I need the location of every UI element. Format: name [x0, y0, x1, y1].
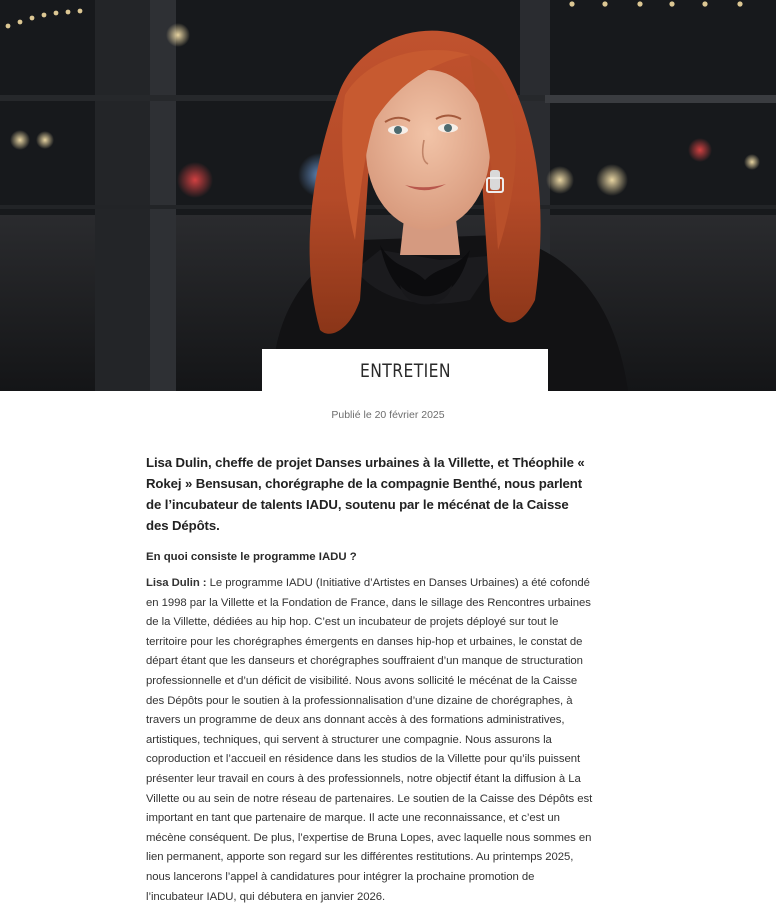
- answer-text: Le programme IADU (Initiative d’Artistes en Danses Urbaines) a été cofondé en 1998 par la Villette et la Fondation de France, dans le sillage des Rencontres urbaines de la Villette, dédiées au hip hop. C’est un incubateur de projets déployé sur tout le territoire pour les chorégraphes émergents en danses hip-hop et urbaines, le constat de départ étant que les danseurs et chorégraphes souffraient d’un manque de structuration professionnelle et d’un déficit de visibilité. Nous avons sollicité le mécénat de la Caisse des Dépôts pour le soutien à la professionnalisation d’une dizaine de chorégraphes, à travers un programme de deux ans donnant accès à des formations administratives, artistiques, techniques, qui servent à structurer une compagnie. Nous assurons la coproduction et l’accueil en résidence dans les studios de la Villette pour qu’ils puissent présenter leur travail en cours à des professionnels, notre objectif étant la diffusion à La Villette ou au sein de notre réseau de partenaires. Le soutien de la Caisse des Dépôts est important en tant que partenaire de marque. Il acte une reconnaissance, et c’est un mécène conséquent. De plus, l’expertise de Bruna Lopes, avec laquelle nous sommes en lien permanent, apporte son regard sur les différentes restitutions. Au printemps 2025, nous lancerons l’appel à candidatures pour intégrer la prochaine promotion de l’incubateur IADU, qui débutera en janvier 2026.: [146, 577, 593, 903]
- interview-question: En quoi consiste le programme IADU ?: [146, 551, 357, 563]
- category-badge: [262, 349, 548, 391]
- publish-date: Publié le 20 février 2025: [331, 409, 445, 421]
- answer-speaker: Lisa Dulin :: [146, 577, 207, 589]
- category-label: ENTRETIEN: [359, 359, 451, 382]
- portrait-photo: [0, 0, 776, 391]
- article-intro: Lisa Dulin, cheffe de projet Danses urbaines à la Villette, et Théophile « Rokej » Bensusan, chorégraphe de la compagnie Benthé, nous parlent de l’incubateur de talents IADU, soutenu par le mécénat de la Caisse des Dépôts.: [146, 455, 585, 533]
- interview-answer: [146, 574, 594, 907]
- article-body: [146, 452, 594, 907]
- hero-photo: [0, 0, 776, 391]
